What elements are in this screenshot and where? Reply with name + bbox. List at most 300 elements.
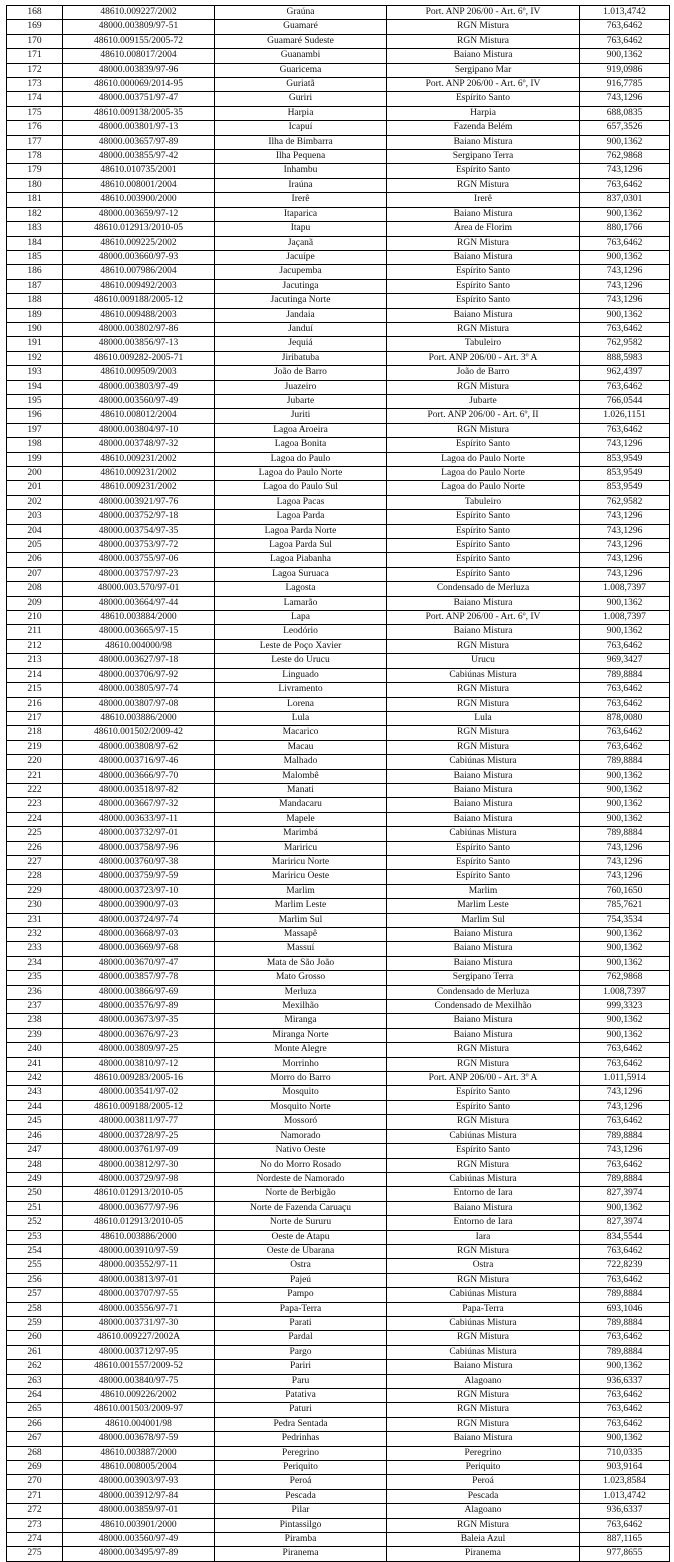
table-row xyxy=(7,539,670,553)
row-number-cell: 224 xyxy=(7,812,63,826)
price-value-cell: 763,6462 xyxy=(580,683,670,697)
oil-reference-cell: Port. ANP 206/00 - Art. 6º, IV xyxy=(387,611,580,625)
field-name-cell: Mariricu xyxy=(215,841,387,855)
field-name-cell: Marlim Leste xyxy=(215,899,387,913)
oil-reference-cell: Alagoano xyxy=(387,1374,580,1388)
oil-reference-cell: RGN Mistura xyxy=(387,1273,580,1287)
oil-reference-cell: Lula xyxy=(387,711,580,725)
field-name-cell: Pajeú xyxy=(215,1273,387,1287)
table-row xyxy=(7,783,670,797)
process-number-cell: 48000.003659/97-12 xyxy=(63,207,215,221)
row-number-cell: 256 xyxy=(7,1273,63,1287)
field-name-cell: Janduí xyxy=(215,322,387,336)
process-number-cell: 48000.003839/97-96 xyxy=(63,63,215,77)
field-name-cell: Leste do Urucu xyxy=(215,654,387,668)
oil-reference-cell: Cabiúnas Mistura xyxy=(387,668,580,682)
process-number-cell: 48000.003759/97-59 xyxy=(63,870,215,884)
process-number-cell: 48000.003723/97-10 xyxy=(63,884,215,898)
price-value-cell: 900,1362 xyxy=(580,1432,670,1446)
price-value-cell: 900,1362 xyxy=(580,769,670,783)
price-value-cell: 1.011,5914 xyxy=(580,1072,670,1086)
process-number-cell: 48000.003670/97-47 xyxy=(63,956,215,970)
field-name-cell: Guanambi xyxy=(215,49,387,63)
row-number-cell: 235 xyxy=(7,971,63,985)
oil-reference-cell: RGN Mistura xyxy=(387,639,580,653)
table-row xyxy=(7,150,670,164)
table-row xyxy=(7,1345,670,1359)
process-number-cell: 48610.009138/2005-35 xyxy=(63,106,215,120)
table-row xyxy=(7,366,670,380)
row-number-cell: 215 xyxy=(7,683,63,697)
row-number-cell: 275 xyxy=(7,1547,63,1561)
price-value-cell: 743,1296 xyxy=(580,539,670,553)
process-number-cell: 48000.003552/97-11 xyxy=(63,1259,215,1273)
process-number-cell: 48610.001557/2009-52 xyxy=(63,1360,215,1374)
row-number-cell: 202 xyxy=(7,495,63,509)
process-number-cell: 48610.012913/2010-05 xyxy=(63,222,215,236)
table-row xyxy=(7,798,670,812)
row-number-cell: 226 xyxy=(7,841,63,855)
process-number-cell: 48000.003633/97-11 xyxy=(63,812,215,826)
oil-reference-cell: Lagoa do Paulo Norte xyxy=(387,452,580,466)
table-row xyxy=(7,1533,670,1547)
table-row xyxy=(7,769,670,783)
oil-reference-cell: Espírito Santo xyxy=(387,279,580,293)
price-value-cell: 743,1296 xyxy=(580,294,670,308)
row-number-cell: 186 xyxy=(7,265,63,279)
price-value-cell: 743,1296 xyxy=(580,510,670,524)
table-row xyxy=(7,1072,670,1086)
process-number-cell: 48000.003560/97-49 xyxy=(63,394,215,408)
oil-reference-cell: Baiano Mistura xyxy=(387,812,580,826)
row-number-cell: 204 xyxy=(7,524,63,538)
price-value-cell: 743,1296 xyxy=(580,1144,670,1158)
table-row xyxy=(7,1273,670,1287)
table-row xyxy=(7,971,670,985)
price-value-cell: 763,6462 xyxy=(580,178,670,192)
process-number-cell: 48610.012913/2010-05 xyxy=(63,1187,215,1201)
price-value-cell: 688,0835 xyxy=(580,106,670,120)
process-number-cell: 48610.004001/98 xyxy=(63,1417,215,1431)
row-number-cell: 223 xyxy=(7,798,63,812)
field-name-cell: Pilar xyxy=(215,1504,387,1518)
table-row xyxy=(7,596,670,610)
field-name-cell: Norte de Fazenda Caruaçu xyxy=(215,1201,387,1215)
field-name-cell: Guriri xyxy=(215,92,387,106)
table-row xyxy=(7,1360,670,1374)
process-number-cell: 48000.003660/97-93 xyxy=(63,250,215,264)
field-name-cell: Lapa xyxy=(215,611,387,625)
row-number-cell: 213 xyxy=(7,654,63,668)
process-number-cell: 48610.003886/2000 xyxy=(63,1230,215,1244)
process-number-cell: 48000.003810/97-12 xyxy=(63,1057,215,1071)
field-name-cell: Pargo xyxy=(215,1345,387,1359)
oil-reference-cell: Periquito xyxy=(387,1461,580,1475)
table-row xyxy=(7,279,670,293)
table-row xyxy=(7,423,670,437)
field-name-cell: Paru xyxy=(215,1374,387,1388)
oil-reference-cell: João de Barro xyxy=(387,366,580,380)
price-value-cell: 763,6462 xyxy=(580,1518,670,1532)
table-row xyxy=(7,106,670,120)
price-value-cell: 710,0335 xyxy=(580,1446,670,1460)
row-number-cell: 193 xyxy=(7,366,63,380)
row-number-cell: 232 xyxy=(7,928,63,942)
oil-reference-cell: RGN Mistura xyxy=(387,726,580,740)
oil-reference-cell: RGN Mistura xyxy=(387,423,580,437)
table-row xyxy=(7,495,670,509)
field-name-cell: Lagoa do Paulo xyxy=(215,452,387,466)
oil-reference-cell: Papa-Terra xyxy=(387,1302,580,1316)
table-row xyxy=(7,1504,670,1518)
price-value-cell: 936,6337 xyxy=(580,1374,670,1388)
process-number-cell: 48610.003884/2000 xyxy=(63,611,215,625)
oil-reference-cell: Cabiúnas Mistura xyxy=(387,1172,580,1186)
price-value-cell: 763,6462 xyxy=(580,1331,670,1345)
process-number-cell: 48000.003678/97-59 xyxy=(63,1432,215,1446)
process-number-cell: 48000.003627/97-18 xyxy=(63,654,215,668)
row-number-cell: 236 xyxy=(7,985,63,999)
table-row xyxy=(7,956,670,970)
table-row xyxy=(7,1244,670,1258)
table-row xyxy=(7,178,670,192)
price-value-cell: 900,1362 xyxy=(580,1028,670,1042)
table-row xyxy=(7,1547,670,1561)
price-value-cell: 763,6462 xyxy=(580,726,670,740)
row-number-cell: 255 xyxy=(7,1259,63,1273)
process-number-cell: 48000.003667/97-32 xyxy=(63,798,215,812)
row-number-cell: 266 xyxy=(7,1417,63,1431)
process-number-cell: 48000.003753/97-72 xyxy=(63,539,215,553)
oil-reference-cell: Espírito Santo xyxy=(387,870,580,884)
process-number-cell: 48610.012913/2010-05 xyxy=(63,1216,215,1230)
table-row xyxy=(7,467,670,481)
oil-reference-cell: Harpia xyxy=(387,106,580,120)
process-number-cell: 48610.008005/2004 xyxy=(63,1461,215,1475)
oil-reference-cell: Condensado de Merluza xyxy=(387,985,580,999)
row-number-cell: 270 xyxy=(7,1475,63,1489)
field-name-cell: Mexilhão xyxy=(215,1000,387,1014)
price-value-cell: 766,0544 xyxy=(580,394,670,408)
row-number-cell: 241 xyxy=(7,1057,63,1071)
row-number-cell: 247 xyxy=(7,1144,63,1158)
table-row xyxy=(7,193,670,207)
field-name-cell: Parati xyxy=(215,1316,387,1330)
field-name-cell: Ilha de Bimbarra xyxy=(215,135,387,149)
field-name-cell: Lagoa Aroeira xyxy=(215,423,387,437)
row-number-cell: 168 xyxy=(7,6,63,20)
process-number-cell: 48000.003732/97-01 xyxy=(63,827,215,841)
price-value-cell: 900,1362 xyxy=(580,596,670,610)
field-name-cell: Papa-Terra xyxy=(215,1302,387,1316)
row-number-cell: 267 xyxy=(7,1432,63,1446)
field-name-cell: Itaparica xyxy=(215,207,387,221)
table-row xyxy=(7,49,670,63)
field-name-cell: Miranga Norte xyxy=(215,1028,387,1042)
row-number-cell: 225 xyxy=(7,827,63,841)
price-value-cell: 1.013,4742 xyxy=(580,6,670,20)
table-row xyxy=(7,1461,670,1475)
oil-reference-cell: Baiano Mistura xyxy=(387,135,580,149)
oil-reference-cell: Alagoano xyxy=(387,1504,580,1518)
table-row xyxy=(7,1144,670,1158)
row-number-cell: 228 xyxy=(7,870,63,884)
price-value-cell: 743,1296 xyxy=(580,164,670,178)
process-number-cell: 48000.003803/97-49 xyxy=(63,380,215,394)
field-name-cell: Guamaré Sudeste xyxy=(215,34,387,48)
price-value-cell: 853,9549 xyxy=(580,452,670,466)
field-name-cell: Pariri xyxy=(215,1360,387,1374)
field-name-cell: Patativa xyxy=(215,1389,387,1403)
oil-reference-cell: Baiano Mistura xyxy=(387,956,580,970)
table-row xyxy=(7,755,670,769)
price-value-cell: 900,1362 xyxy=(580,1014,670,1028)
table-row xyxy=(7,812,670,826)
oil-reference-cell: Jubarte xyxy=(387,394,580,408)
price-value-cell: 743,1296 xyxy=(580,524,670,538)
price-value-cell: 977,8655 xyxy=(580,1547,670,1561)
price-value-cell: 878,0080 xyxy=(580,711,670,725)
row-number-cell: 251 xyxy=(7,1201,63,1215)
process-number-cell: 48000.003813/97-01 xyxy=(63,1273,215,1287)
price-value-cell: 853,9549 xyxy=(580,467,670,481)
price-value-cell: 900,1362 xyxy=(580,49,670,63)
price-value-cell: 763,6462 xyxy=(580,20,670,34)
oil-reference-cell: Marlim Sul xyxy=(387,913,580,927)
row-number-cell: 239 xyxy=(7,1028,63,1042)
row-number-cell: 187 xyxy=(7,279,63,293)
process-number-cell: 48000.003859/97-01 xyxy=(63,1504,215,1518)
process-number-cell: 48000.003755/97-06 xyxy=(63,553,215,567)
process-number-cell: 48000.003910/97-59 xyxy=(63,1244,215,1258)
row-number-cell: 180 xyxy=(7,178,63,192)
process-number-cell: 48610.009488/2003 xyxy=(63,308,215,322)
price-value-cell: 880,1766 xyxy=(580,222,670,236)
row-number-cell: 194 xyxy=(7,380,63,394)
row-number-cell: 220 xyxy=(7,755,63,769)
table-row xyxy=(7,1172,670,1186)
price-value-cell: 853,9549 xyxy=(580,481,670,495)
oil-reference-cell: Baiano Mistura xyxy=(387,798,580,812)
process-number-cell: 48000.003495/97-89 xyxy=(63,1547,215,1561)
oil-reference-cell: Condensado de Merluza xyxy=(387,582,580,596)
process-number-cell: 48000.003556/97-71 xyxy=(63,1302,215,1316)
process-number-cell: 48610.009231/2002 xyxy=(63,467,215,481)
field-name-cell: Oeste de Atapu xyxy=(215,1230,387,1244)
table-row xyxy=(7,394,670,408)
row-number-cell: 218 xyxy=(7,726,63,740)
field-name-cell: Ilha Pequena xyxy=(215,150,387,164)
price-value-cell: 1.013,4742 xyxy=(580,1489,670,1503)
table-row xyxy=(7,92,670,106)
field-name-cell: Piramba xyxy=(215,1533,387,1547)
field-name-cell: Manati xyxy=(215,783,387,797)
price-value-cell: 900,1362 xyxy=(580,942,670,956)
price-value-cell: 743,1296 xyxy=(580,438,670,452)
row-number-cell: 268 xyxy=(7,1446,63,1460)
oil-reference-cell: Baiano Mistura xyxy=(387,1360,580,1374)
table-row xyxy=(7,582,670,596)
row-number-cell: 249 xyxy=(7,1172,63,1186)
price-value-cell: 657,3526 xyxy=(580,121,670,135)
row-number-cell: 265 xyxy=(7,1403,63,1417)
table-row xyxy=(7,1316,670,1330)
process-number-cell: 48000.003809/97-51 xyxy=(63,20,215,34)
table-row xyxy=(7,740,670,754)
table-row xyxy=(7,1014,670,1028)
table-row xyxy=(7,20,670,34)
field-name-cell: Paturi xyxy=(215,1403,387,1417)
row-number-cell: 196 xyxy=(7,409,63,423)
table-row xyxy=(7,1331,670,1345)
field-name-cell: Jandaia xyxy=(215,308,387,322)
table-row xyxy=(7,322,670,336)
process-number-cell: 48000.003668/97-03 xyxy=(63,928,215,942)
oil-reference-cell: RGN Mistura xyxy=(387,1244,580,1258)
process-number-cell: 48000.003921/97-76 xyxy=(63,495,215,509)
row-number-cell: 245 xyxy=(7,1115,63,1129)
process-number-cell: 48000.003728/97-25 xyxy=(63,1129,215,1143)
price-value-cell: 754,3534 xyxy=(580,913,670,927)
field-name-cell: Lula xyxy=(215,711,387,725)
price-value-cell: 900,1362 xyxy=(580,1201,670,1215)
table-row xyxy=(7,855,670,869)
row-number-cell: 195 xyxy=(7,394,63,408)
process-number-cell: 48610.008012/2004 xyxy=(63,409,215,423)
row-number-cell: 188 xyxy=(7,294,63,308)
oil-reference-cell: Port. ANP 206/00 - Art. 6º, II xyxy=(387,409,580,423)
table-row xyxy=(7,1432,670,1446)
process-number-cell: 48000.003757/97-23 xyxy=(63,567,215,581)
oil-reference-cell: Baiano Mistura xyxy=(387,1014,580,1028)
process-number-cell: 48000.003855/97-42 xyxy=(63,150,215,164)
price-value-cell: 900,1362 xyxy=(580,783,670,797)
oil-reference-cell: RGN Mistura xyxy=(387,322,580,336)
field-name-cell: Merluza xyxy=(215,985,387,999)
row-number-cell: 234 xyxy=(7,956,63,970)
field-name-cell: Pintassilgo xyxy=(215,1518,387,1532)
oil-reference-cell: Baiano Mistura xyxy=(387,942,580,956)
price-value-cell: 1.008,7397 xyxy=(580,985,670,999)
row-number-cell: 179 xyxy=(7,164,63,178)
price-value-cell: 743,1296 xyxy=(580,279,670,293)
field-name-cell: Mosquito Norte xyxy=(215,1100,387,1114)
process-number-cell: 48000.003912/97-84 xyxy=(63,1489,215,1503)
price-value-cell: 999,3323 xyxy=(580,1000,670,1014)
process-number-cell: 48610.004000/98 xyxy=(63,639,215,653)
field-name-cell: Lorena xyxy=(215,697,387,711)
price-value-cell: 763,6462 xyxy=(580,423,670,437)
oil-reference-cell: Sergipano Terra xyxy=(387,971,580,985)
table-row xyxy=(7,164,670,178)
field-name-cell: Lagoa do Paulo Sul xyxy=(215,481,387,495)
row-number-cell: 227 xyxy=(7,855,63,869)
field-name-cell: Leodório xyxy=(215,625,387,639)
process-number-cell: 48610.009225/2002 xyxy=(63,236,215,250)
field-name-cell: Namorado xyxy=(215,1129,387,1143)
oil-reference-cell: RGN Mistura xyxy=(387,20,580,34)
row-number-cell: 253 xyxy=(7,1230,63,1244)
table-row xyxy=(7,827,670,841)
row-number-cell: 199 xyxy=(7,452,63,466)
row-number-cell: 197 xyxy=(7,423,63,437)
row-number-cell: 185 xyxy=(7,250,63,264)
process-number-cell: 48000.003900/97-03 xyxy=(63,899,215,913)
table-row xyxy=(7,135,670,149)
oil-reference-cell: Sergipano Terra xyxy=(387,150,580,164)
row-number-cell: 201 xyxy=(7,481,63,495)
price-value-cell: 763,6462 xyxy=(580,740,670,754)
price-value-cell: 900,1362 xyxy=(580,625,670,639)
price-value-cell: 743,1296 xyxy=(580,567,670,581)
price-value-cell: 762,9868 xyxy=(580,150,670,164)
process-number-cell: 48000.003754/97-35 xyxy=(63,524,215,538)
process-number-cell: 48610.001503/2009-97 xyxy=(63,1403,215,1417)
oil-reference-cell: Lagoa do Paulo Norte xyxy=(387,467,580,481)
table-row xyxy=(7,1187,670,1201)
field-name-cell: Pampo xyxy=(215,1288,387,1302)
field-name-cell: Guamaré xyxy=(215,20,387,34)
oil-reference-cell: RGN Mistura xyxy=(387,380,580,394)
price-value-cell: 763,6462 xyxy=(580,322,670,336)
oil-reference-cell: Entorno de Iara xyxy=(387,1216,580,1230)
price-value-cell: 1.023,8584 xyxy=(580,1475,670,1489)
field-name-cell: Massuí xyxy=(215,942,387,956)
row-number-cell: 184 xyxy=(7,236,63,250)
price-value-cell: 919,0986 xyxy=(580,63,670,77)
process-number-cell: 48000.003518/97-82 xyxy=(63,783,215,797)
row-number-cell: 192 xyxy=(7,351,63,365)
price-value-cell: 903,9164 xyxy=(580,1461,670,1475)
row-number-cell: 244 xyxy=(7,1100,63,1114)
price-value-cell: 743,1296 xyxy=(580,553,670,567)
process-number-cell: 48000.003807/97-08 xyxy=(63,697,215,711)
oil-reference-cell: Cabiúnas Mistura xyxy=(387,1345,580,1359)
row-number-cell: 261 xyxy=(7,1345,63,1359)
process-number-cell: 48000.003657/97-89 xyxy=(63,135,215,149)
row-number-cell: 209 xyxy=(7,596,63,610)
table-row xyxy=(7,380,670,394)
table-row xyxy=(7,928,670,942)
row-number-cell: 230 xyxy=(7,899,63,913)
field-name-cell: Norte de Berbigão xyxy=(215,1187,387,1201)
field-name-cell: Harpia xyxy=(215,106,387,120)
oil-reference-cell: Urucu xyxy=(387,654,580,668)
process-number-cell: 48610.009509/2003 xyxy=(63,366,215,380)
price-value-cell: 763,6462 xyxy=(580,1417,670,1431)
price-value-cell: 763,6462 xyxy=(580,1403,670,1417)
oil-reference-cell: Espírito Santo xyxy=(387,539,580,553)
field-name-cell: Lagoa do Paulo Norte xyxy=(215,467,387,481)
row-number-cell: 191 xyxy=(7,337,63,351)
process-number-cell: 48610.009227/2002 xyxy=(63,6,215,20)
row-number-cell: 221 xyxy=(7,769,63,783)
process-number-cell: 48000.003840/97-75 xyxy=(63,1374,215,1388)
field-name-cell: Irerê xyxy=(215,193,387,207)
oil-reference-cell: Port. ANP 206/00 - Art. 3º A xyxy=(387,1072,580,1086)
process-number-cell: 48610.009188/2005-12 xyxy=(63,1100,215,1114)
price-value-cell: 936,6337 xyxy=(580,1504,670,1518)
table-row xyxy=(7,6,670,20)
field-name-cell: Guaricema xyxy=(215,63,387,77)
field-name-cell: Graúna xyxy=(215,6,387,20)
row-number-cell: 212 xyxy=(7,639,63,653)
price-value-cell: 789,8884 xyxy=(580,1316,670,1330)
table-row xyxy=(7,913,670,927)
field-name-cell: Lagoa Parda Sul xyxy=(215,539,387,553)
oil-reference-cell: Irerê xyxy=(387,193,580,207)
field-name-cell: Pardal xyxy=(215,1331,387,1345)
